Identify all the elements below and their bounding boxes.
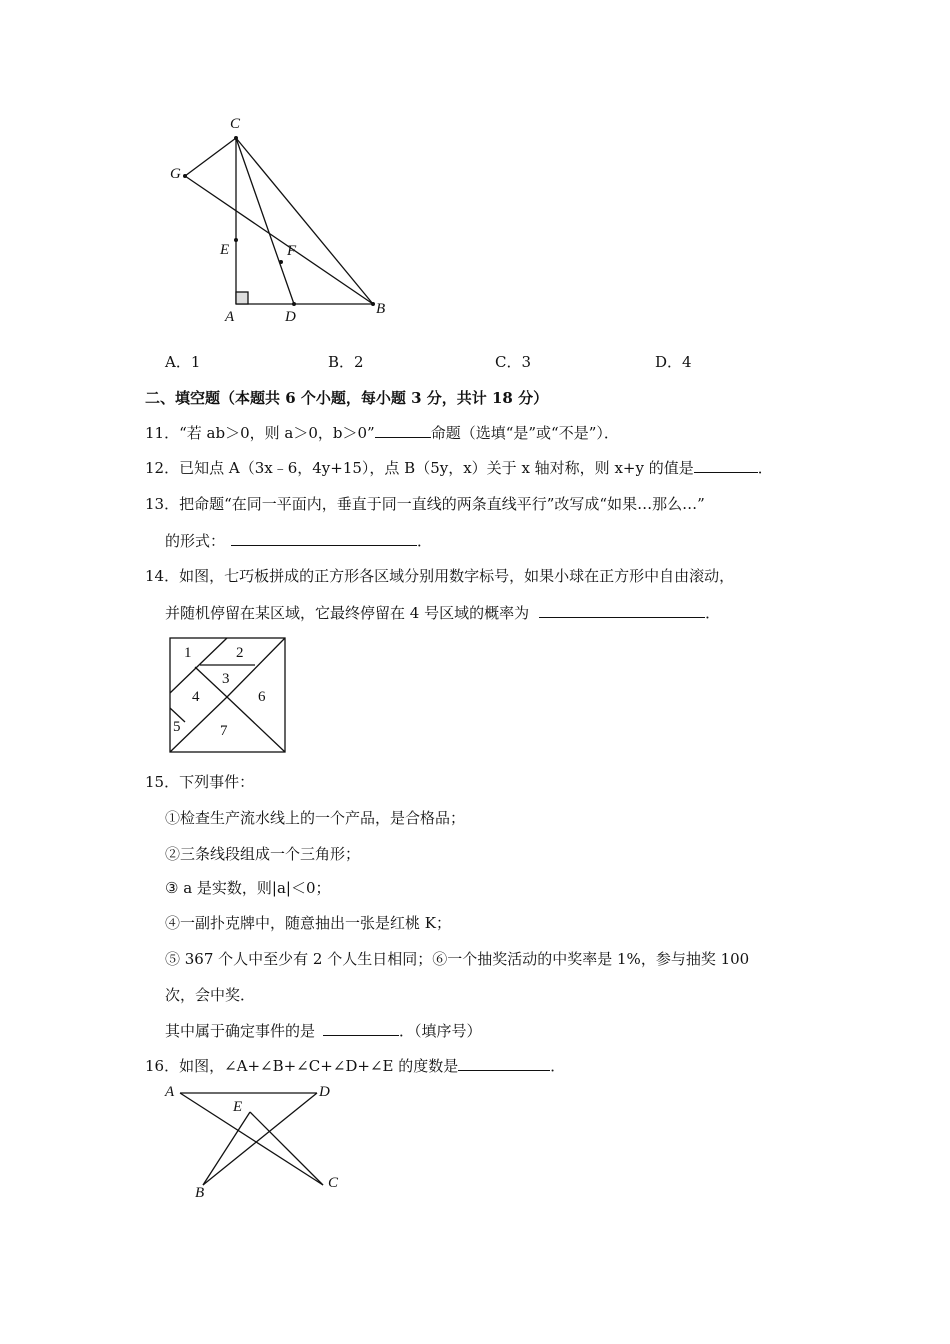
q15-ask: 其中属于确定事件的是	[165, 1022, 316, 1040]
tangram-region-5: 5	[173, 719, 181, 735]
tangram-region-1: 1	[184, 645, 192, 661]
q13-after: ．	[417, 532, 433, 550]
q15-item-2: ②三条线段组成一个三角形；	[165, 845, 361, 863]
q16-label-C: C	[328, 1175, 339, 1191]
q11-after: 命题（选填“是”或“不是”）．	[430, 424, 619, 442]
q11-text: 11．“若 ab＞0，则 a＞0，b＞0”	[145, 424, 375, 442]
q16-label-A: A	[165, 1084, 175, 1100]
option-b: B．2	[328, 353, 364, 371]
label-C: C	[230, 116, 241, 132]
q16-after: ．	[550, 1057, 566, 1075]
section-title: 二、填空题（本题共 6 个小题，每小题 3 分，共计 18 分）	[145, 389, 549, 407]
option-a: A．1	[165, 353, 201, 371]
tangram-region-6: 6	[258, 689, 266, 705]
tangram-region-7: 7	[220, 723, 228, 739]
label-F: F	[287, 243, 297, 259]
label-B: B	[376, 301, 386, 317]
q15-item-6-cont: 次，会中奖．	[165, 986, 256, 1004]
q13-line1: 13．把命题“在同一平面内，垂直于同一直线的两条直线平行”改写成“如果…那么…”	[145, 495, 705, 513]
label-G: G	[170, 166, 181, 182]
q16-text: 16．如图，∠A+∠B+∠C+∠D+∠E 的度数是	[145, 1057, 459, 1075]
q12-after: ．	[757, 459, 773, 477]
option-d: D．4	[655, 353, 692, 371]
q14-after: ．	[705, 604, 721, 622]
label-A: A	[225, 309, 235, 325]
tangram-region-3: 3	[222, 671, 230, 687]
tangram-region-4: 4	[192, 689, 200, 705]
tangram-region-2: 2	[236, 645, 244, 661]
label-E: E	[220, 242, 230, 258]
q14-line1: 14．如图，七巧板拼成的正方形各区域分别用数字标号，如果小球在正方形中自由滚动，	[145, 567, 735, 585]
q15-intro: 15．下列事件：	[145, 773, 255, 791]
option-c: C．3	[495, 353, 532, 371]
q15-item-4: ④一副扑克牌中，随意抽出一张是红桃 K；	[165, 914, 451, 932]
q15-item-3: ③ a 是实数，则|a|＜0；	[165, 879, 331, 897]
q16-label-E: E	[233, 1099, 243, 1115]
q15-item-1: ①检查生产流水线上的一个产品，是合格品；	[165, 809, 466, 827]
q15-item-5-6: ⑤ 367 个人中至少有 2 个人生日相同；⑥一个抽奖活动的中奖率是 1%，参与抽奖 100	[165, 950, 750, 968]
q13-line2: 的形式：	[165, 532, 226, 550]
q15-ask-after: ．（填序号）	[399, 1022, 482, 1040]
q16-label-B: B	[195, 1185, 205, 1201]
q12-text: 12．已知点 A（3x﹣6，4y+15），点 B（5y，x）关于 x 轴对称，则 x+y 的值是	[145, 459, 694, 477]
q16-label-D: D	[319, 1084, 330, 1100]
label-D: D	[285, 309, 296, 325]
q14-line2: 并随机停留在某区域，它最终停留在 4 号区域的概率为	[165, 604, 530, 622]
